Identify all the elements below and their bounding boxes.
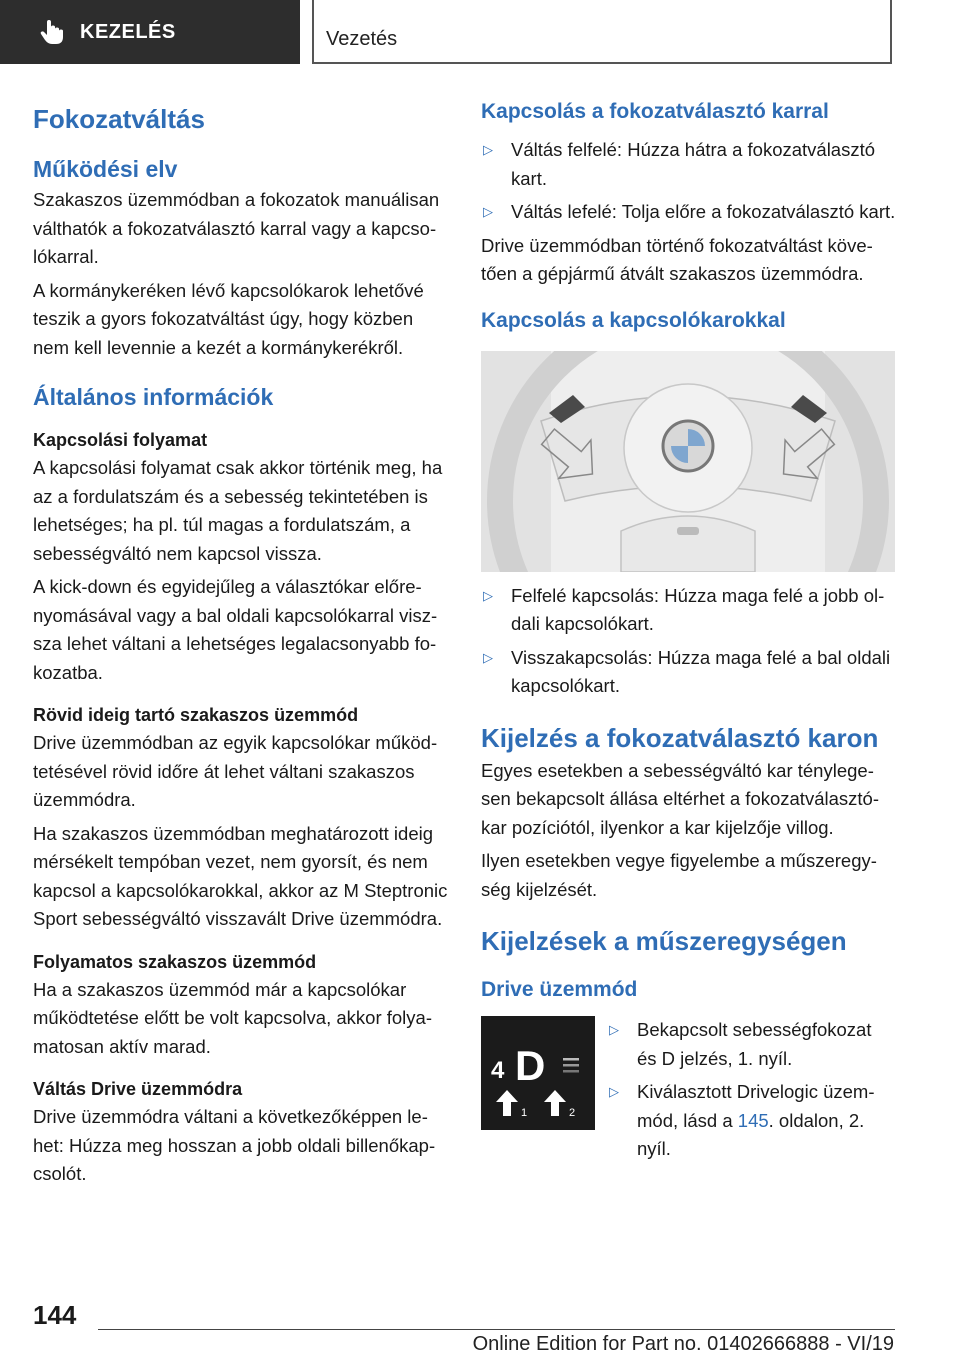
list-item: ▷ Visszakapcsolás: Húzza maga felé a bal oldali kapcsolókart. — [481, 644, 896, 701]
edition-text: Online Edition for Part no. 01402666888 - VI/19 — [472, 1333, 894, 1355]
triangle-bullet-icon: ▷ — [483, 587, 493, 603]
triangle-bullet-icon: ▷ — [483, 142, 493, 157]
svg-text:2: 2 — [569, 1107, 576, 1119]
instrument-display-image — [481, 1016, 595, 1130]
heading-kijelzesek-muszeregysegen: Kijelzések a műszeregységen — [481, 926, 847, 956]
hand-pointer-icon — [38, 18, 66, 46]
gear-number: 4 — [491, 1057, 505, 1084]
subheading: Folyamatos szakaszos üzemmód — [33, 951, 317, 972]
svg-text:1: 1 — [521, 1107, 528, 1119]
paragraph: Ha a szakaszos üzemmód már a kapcsolókar működtetése előtt be volt kapcsolva, akkor folyamatosan aktív marad. — [33, 978, 432, 1057]
triangle-bullet-icon: ▷ — [483, 204, 493, 219]
chapter-tab[interactable] — [0, 0, 300, 64]
left-column — [33, 98, 448, 1189]
section-label: Vezetés — [326, 28, 398, 50]
page-number: 144 — [33, 1300, 77, 1330]
section-header — [312, 0, 892, 64]
paragraph: Egyes esetekben a sebességváltó kar ténylegesen bekapcsolt állása eltérhet a fokozatválasztókar pozíciótól, ilyenkor a kar kijelzője villog. — [481, 759, 879, 838]
heading-kapcsolas-fokozatvalaszto: Kapcsolás a fokozatválasztó karral — [481, 100, 829, 123]
subheading: Rövid ideig tartó szakaszos üzemmód — [33, 705, 359, 725]
paragraph: Drive üzemmódra váltani a következőképpen lehet: Húzza meg hosszan a jobb oldali billenőkapcsolót. — [33, 1106, 436, 1184]
drive-mode-block — [481, 1016, 896, 1164]
list-item: ▷ Váltás felfelé: Húzza hátra a fokozatválasztó kart. — [481, 136, 896, 193]
paragraph: Drive üzemmódban történő fokozatváltást követően a gépjármű átvált szakaszos üzemmódra. — [481, 234, 873, 284]
heading-kapcsolas-kapcsolokarokkal: Kapcsolás a kapcsolókarokkal — [481, 308, 786, 332]
paragraph: A kick-down és egyidejűleg a választókar előrenyomásával vagy a bal oldali kapcsolókarral viszsza lehet váltani a lehetséges legalacsonyabb fokozatba. — [33, 576, 438, 683]
paragraph: A kapcsolási folyamat csak akkor történik meg, ha az a fordulatszám és a sebesség tekintetében is lehetséges; ha pl. túl magas a fordulatszám, a sebességváltó nem kapcsol vissza. — [33, 457, 443, 564]
paragraph: Szakaszos üzemmódban a fokozatok manuálisan válthatók a fokozatválasztó karral vagy a kapcsolókarral. — [33, 189, 440, 267]
heading-mukodesi-elv: Működési elv — [33, 156, 178, 182]
paragraph: Drive üzemmódban az egyik kapcsolókar működtetésével rövid időre át lehet váltani szakaszos üzemmódra. — [33, 732, 438, 810]
page-title: Fokozatváltás — [33, 104, 205, 134]
page-reference-link[interactable]: 145 — [737, 1109, 769, 1131]
list-item: ▷ Bekapcsolt sebességfokozat és D jelzés, 1. nyíl. — [607, 1016, 896, 1073]
subheading: Váltás Drive üzemmódra — [33, 1079, 243, 1099]
paragraph: Ha szakaszos üzemmódban meghatározott ideig mérsékelt tempóban vezet, nem gyorsít, és nem kapcsol a kapcsolókarokkal, akkor az M Steptronic Sport sebességváltó visszavált Drive üzemmódra. — [33, 822, 448, 929]
triangle-bullet-icon: ▷ — [609, 1022, 619, 1037]
list-item: ▷ Váltás lefelé: Tolja előre a fokozatválasztó kart. — [481, 198, 896, 227]
heading-kijelzes-karon: Kijelzés a fokozatválasztó karon — [481, 722, 879, 753]
list-item: ▷ Felfelé kapcsolás: Húzza maga felé a jobb oldali kapcsolókart. — [481, 582, 896, 639]
drive-letter: D — [515, 1042, 546, 1089]
subheading: Kapcsolási folyamat — [33, 430, 208, 450]
heading-altalanos-informaciok: Általános információk — [33, 384, 274, 410]
heading-drive-uzemmod: Drive üzemmód — [481, 978, 638, 1001]
triangle-bullet-icon: ▷ — [483, 649, 493, 665]
right-column — [481, 98, 896, 1164]
chapter-label: KEZELÉS — [80, 20, 176, 43]
list-item: ▷ Kiválasztott Drivelogic üzemmód, lásd a 145. oldalon, 2. nyíl. — [607, 1078, 896, 1164]
triangle-bullet-icon: ▷ — [609, 1084, 619, 1099]
paragraph: A kormánykeréken lévő kapcsolókarok lehetővé teszik a gyors fokozatváltást úgy, hogy közben nem kell levennie a kezét a kormánykerékről. — [33, 279, 424, 358]
steering-wheel-image — [481, 351, 895, 572]
footer-divider — [98, 1329, 895, 1330]
paragraph: Ilyen esetekben vegye figyelembe a műszeregység kijelzését. — [481, 850, 877, 900]
